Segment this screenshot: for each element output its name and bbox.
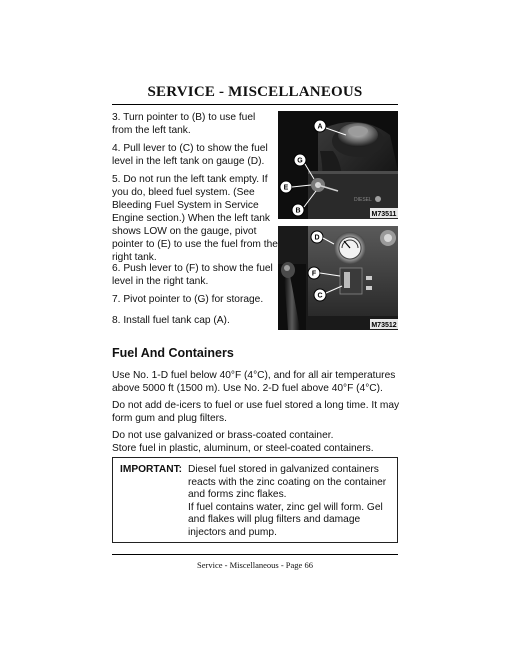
important-label: IMPORTANT: (120, 464, 183, 475)
fuel-paragraph: Use No. 1-D fuel below 40°F (4°C), and for all air temperatures above 5000 ft (1500 m). Use No. 2-D fuel above 40°F (4°C). (112, 370, 396, 394)
important-notice (112, 457, 398, 543)
page-title: SERVICE - MISCELLANEOUS (147, 84, 363, 100)
step-4: 4. Pull lever to (C) to show the fuel level in the left tank on gauge (D). (112, 143, 268, 167)
svg-text:DIESEL: DIESEL (354, 197, 372, 203)
fuel-tank-photo (278, 111, 398, 219)
important-line-2: If fuel contains water, zinc gel will form. Gel and flakes will plug filters and damage injectors and pump. (188, 501, 383, 538)
fuel-gauge-photo (278, 226, 398, 330)
callout-g: G (297, 157, 303, 165)
step-3: 3. Turn pointer to (B) to use fuel from the left tank. (112, 112, 256, 136)
callout-b: B (295, 207, 301, 215)
callout-a: A (317, 123, 323, 131)
step-6: 6. Push lever to (F) to show the fuel level in the right tank. (112, 263, 273, 287)
step-5: 5. Do not run the left tank empty. If you do, bleed fuel system. (See Bleeding Fuel System in Service Engine section.) When the left tank shows LOW on the gauge, pivot pointer to (E) to use the fuel from the right tank. (112, 174, 278, 263)
page-footer: Service - Miscellaneous - Page 66 (197, 560, 313, 570)
figure-id-m73512: M73512 (371, 322, 397, 329)
step-7: 7. Pivot pointer to (G) for storage. (112, 294, 264, 305)
section-heading: Fuel And Containers (112, 346, 234, 360)
important-line-1: Diesel fuel stored in galvanized containers reacts with the zinc coating on the container and forms zinc flakes. (188, 464, 387, 500)
callout-d: D (314, 234, 320, 242)
storage-paragraph: Store fuel in plastic, aluminum, or steel-coated containers. (112, 443, 374, 454)
deicer-paragraph: Do not add de-icers to fuel or use fuel stored a long time. It may form gum and plug filters. (112, 400, 400, 424)
container-warning-paragraph: Do not use galvanized or brass-coated container. (112, 430, 334, 441)
callout-f: F (311, 270, 317, 278)
figure-id-m73511: M73511 (371, 211, 397, 218)
callout-e: E (283, 184, 289, 192)
header-rule (112, 104, 398, 105)
footer-rule (112, 554, 398, 555)
callout-c: C (317, 292, 323, 300)
step-8: 8. Install fuel tank cap (A). (112, 315, 230, 326)
important-text (188, 464, 388, 539)
